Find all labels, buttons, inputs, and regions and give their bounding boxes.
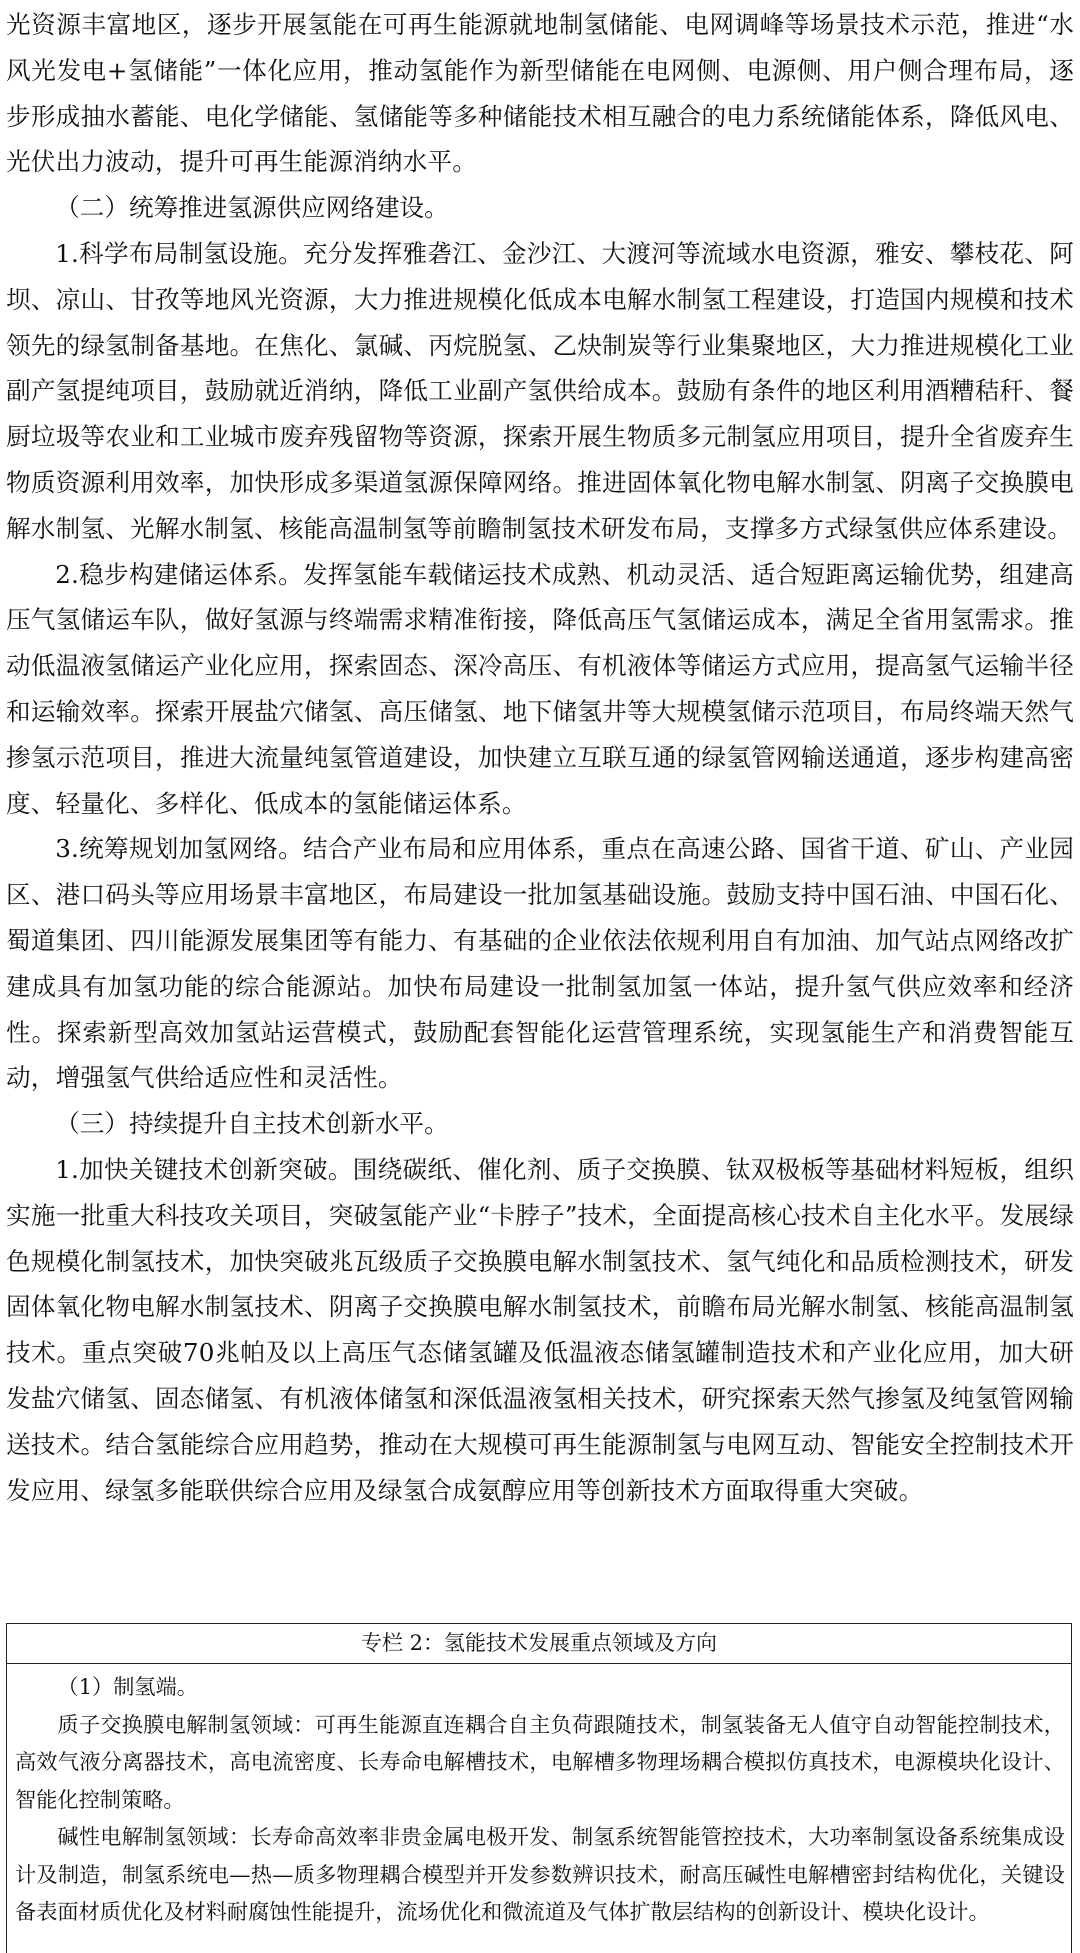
box-title: 专栏 2：氢能技术发展重点领域及方向 xyxy=(7,1624,1071,1664)
body-paragraph: 2.稳步构建储运体系。发挥氢能车载储运技术成熟、机动灵活、适合短距离运输优势，组建高压气氢储运车队，做好氢源与终端需求精准衔接，降低高压气氢储运成本，满足全省用氢需求。推动低温液氢储运产业化应用，探索固态、深冷高压、有机液体等储运方式应用，提高氢气运输半径和运输效率。探索开展盐穴储氢、高压储氢、地下储氢井等大规模氢储示范项目，布局终端天然气掺氢示范项目，推进大流量纯氢管道建设，加快建立互联互通的绿氢管网输送通道，逐步构建高密度、轻量化、多样化、低成本的氢能储运体系。 xyxy=(6,559,1074,818)
box-body xyxy=(7,1668,1071,1931)
box-paragraph: 碱性电解制氢领域：长寿命高效率非贵金属电极开发、制氢系统智能管控技术，大功率制氢设备系统集成设计及制造，制氢系统电—热—质多物理耦合模型并开发参数辨识技术，耐高压碱性电解槽密封结构优化，关键设备表面材质优化及材料耐腐蚀性能提升，流场优化和微流道及气体扩散层结构的创新设计、模块化设计。 xyxy=(15,1824,1065,1924)
document-page xyxy=(6,0,1074,1513)
body-paragraph: 1.科学布局制氢设施。充分发挥雅砻江、金沙江、大渡河等流域水电资源，雅安、攀枝花、阿坝、凉山、甘孜等地风光资源，大力推进规模化低成本电解水制氢工程建设，打造国内规模和技术领先的绿氢制备基地。在焦化、氯碱、丙烷脱氢、乙炔制炭等行业集聚地区，大力推进规模化工业副产氢提纯项目，鼓励就近消纳，降低工业副产氢供给成本。鼓励有条件的地区利用酒糟秸秆、餐厨垃圾等农业和工业城市废弃残留物等资源，探索开展生物质多元制氢应用项目，提升全省废弃生物质资源利用效率，加快形成多渠道氢源保障网络。推进固体氧化物电解水制氢、阴离子交换膜电解水制氢、光解水制氢、核能高温制氢等前瞻制氢技术研发布局，支撑多方式绿氢供应体系建设。 xyxy=(6,238,1074,543)
sidebar-box xyxy=(6,1623,1072,1953)
body-paragraph: 1.加快关键技术创新突破。围绕碳纸、催化剂、质子交换膜、钛双极板等基础材料短板，组织实施一批重大科技攻关项目，突破氢能产业“卡脖子”技术，全面提高核心技术自主化水平。发展绿色规模化制氢技术，加快突破兆瓦级质子交换膜电解水制氢技术、氢气纯化和品质检测技术，研发固体氧化物电解水制氢技术、阴离子交换膜电解水制氢技术，前瞻布局光解水制氢、核能高温制氢技术。重点突破70兆帕及以上高压气态储氢罐及低温液态储氢罐制造技术和产业化应用，加大研发盐穴储氢、固态储氢、有机液体储氢和深低温液氢相关技术，研究探索天然气掺氢及纯氢管网输送技术。结合氢能综合应用趋势，推动在大规模可再生能源制氢与电网互动、智能安全控制技术开发应用、绿氢多能联供综合应用及绿氢合成氨醇应用等创新技术方面取得重大突破。 xyxy=(6,1154,1074,1505)
box-paragraph: 质子交换膜电解制氢领域：可再生能源直连耦合自主负荷跟随技术，制氢装备无人值守自动智能控制技术，高效气液分离器技术，高电流密度、长寿命电解槽技术，电解槽多物理场耦合模拟仿真技术，电源模块化设计、智能化控制策略。 xyxy=(15,1711,1065,1812)
section-heading: （二）统筹推进氢源供应网络建设。 xyxy=(55,193,449,223)
body-paragraph: 光资源丰富地区，逐步开展氢能在可再生能源就地制氢储能、电网调峰等场景技术示范，推进“水风光发电+氢储能”一体化应用，推动氢能作为新型储能在电网侧、电源侧、用户侧合理布局，逐步形成抽水蓄能、电化学储能、氢储能等多种储能技术相互融合的电力系统储能体系，降低风电、光伏出力波动，提升可再生能源消纳水平。 xyxy=(6,10,1074,177)
section-heading: （三）持续提升自主技术创新水平。 xyxy=(55,1109,449,1139)
box-paragraph: （1）制氢端。 xyxy=(57,1674,198,1699)
body-paragraph: 3.统筹规划加氢网络。结合产业布局和应用体系，重点在高速公路、国省干道、矿山、产业园区、港口码头等应用场景丰富地区，布局建设一批加氢基础设施。鼓励支持中国石油、中国石化、蜀道集团、四川能源发展集团等有能力、有基础的企业依法依规利用自有加油、加气站点网络改扩建成具有加氢功能的综合能源站。加快布局建设一批制氢加氢一体站，提升氢气供应效率和经济性。探索新型高效加氢站运营模式，鼓励配套智能化运营管理系统，实现氢能生产和消费智能互动，增强氢气供给适应性和灵活性。 xyxy=(6,834,1074,1093)
